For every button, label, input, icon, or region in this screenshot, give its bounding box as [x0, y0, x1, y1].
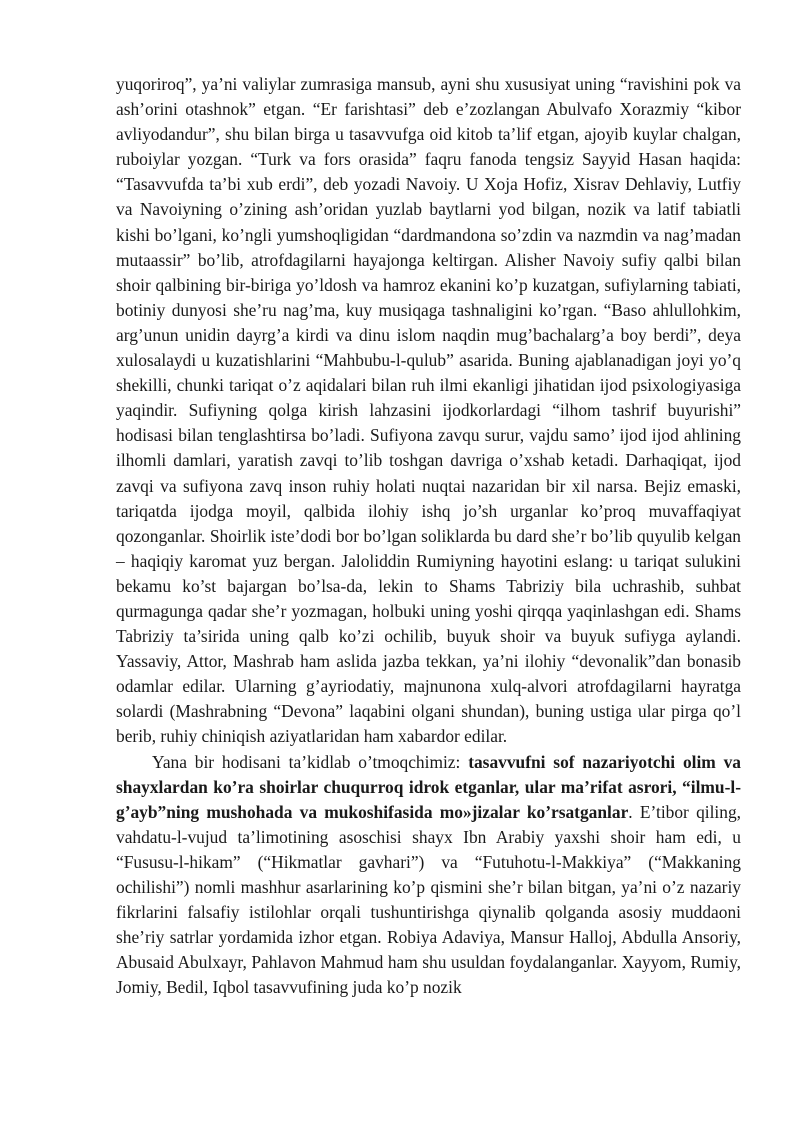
document-page [116, 72, 741, 1000]
paragraph-continuation-text: . E’tibor qiling, vahdatu-l-vujud ta’limotining asoschisi shayx Ibn Arabiy yaxshi shoir ham edi, u “Fususu-l-hikam” (“Hikmatlar gavhari”) va “Futuhotu-l-Makkiya” (“Makkaning ochilishi”) nomli mashhur asarlarining ko’p qismini she’r bilan bitgan, ya’ni o’z nazariy fikrlarini falsafiy istilohlar orqali tushuntirishga qiynalib qolganda asosiy muddaoni she’riy satrlar yordamida izhor etgan. Robiya Adaviya, Mansur Halloj, Abdulla Ansoriy, Abusaid Abulxayr, Pahlavon Mahmud ham shu usuldan foydalanganlar. Xayyom, Rumiy, Jomiy, Bedil, Iqbol tasavvufining juda ko’p nozik [116, 801, 742, 998]
body-paragraph: yuqoriroq”, ya’ni valiylar zumrasiga mansub, ayni shu xususiyat uning “ravishini pok va ash’orini otashnok” etgan. “Er farishtasi” deb e’zozlangan Abulvafo Xorazmiy “kibor avliyodandur”, shu bilan birga u tasavvufga oid kitob ta’lif etgan, ajoyib kuylar chalgan, ruboiylar yozgan. “Turk va fors orasida” faqru fanoda tengsiz Sayyid Hasan haqida: “Tasavvufda ta’bi xub erdi”, deb yozadi Navoiy. U Xoja Hofiz, Xisrav Dehlaviy, Lutfiy va Navoiyning o’zining ash’oridan yuzlab baytlarni yod bilgan, nozik va latif tabiatli kishi bo’lgani, ko’ngli yumshoqligidan “dardmandona so’zdin va nazmdin va nag’madan mutaassir” bo’lib, atrofdagilarni hayajonga keltirgan. Alisher Navoiy sufiy qalbi bilan shoir qalbining bir-biriga yo’ldosh va hamroz ekanini ko’p kuzatgan, sufiylarning tabiati, botiniy dunyosi she’ru nag’ma, kuy musiqaga tashnaligini ko’rgan. “Baso ahlullohkim, arg’unun unidin dayrg’a kirdi va dinu islom naqdin mug’bachalarg’a boy berdi”, deya xulosalaydi u kuzatishlarini “Mahbubu-l-qulub” asarida. Buning ajablanadigan joyi yo’q shekilli, chunki tariqat o’z aqidalari bilan ruh ilmi ekanligi jihatidan ijod psixologiyasiga yaqindir. Sufiyning qolga kirish lahzasini ijodkorlardagi “ilhom tashrif buyurishi” hodisasi bilan tenglashtirsa bo’ladi. Sufiyona zavqu surur, vajdu samo’ ijod ijod ahlining ilhomli damlari, yaratish zavqi to’lib toshgan davriga o’xshab ketadi. Darhaqiqat, ijod zavqi va sufiyona zavq inson ruhiy holati nuqtai nazaridan bir xil narsa. Bejiz emaski, tariqatda ijodga moyil, qalbida ilohiy ishq jo’sh urganlar ko’proq muvaffaqiyat qozonganlar. Shoirlik iste’dodi bor bo’lgan soliklarda bu dard she’r bo’lib quyulib kelgan – haqiqiy karomat yuz bergan. Jaloliddin Rumiyning hayotini eslang: u tariqat sulukini bekamu ko’st bajargan bo’lsa-da, lekin to Shams Tabriziy bila uchrashib, suhbat qurmagunga qadar she’r yozmagan, holbuki uning yoshi qirqqa yaqinlashgan edi. Shams Tabriziy ta’sirida uning qalb ko’zi ochilib, buyuk shoir va buyuk sufiyga aylandi. Yassaviy, Attor, Mashrab ham aslida jazba tekkan, ya’ni ilohiy “devonalik”dan bonasib odamlar edilar. Ularning g’ayriodatiy, majnunona xulq-alvori atrofdagilarni hayratga solardi (Mashrabning “Devona” laqabini olgani shundan), buning ustiga ular pirga qo’l berib, ruhiy chiniqish aziyatlaridan ham xabardor edilar. [116, 74, 741, 747]
bold-emphasis-text: tasavvufni sof nazariyotchi olim va shayxlardan ko’ra shoirlar chuqurroq idrok etganlar, ular ma’rifat asrori, “ilmu-l-g’ayb”ning mushohada va mukoshifasida mo»jizalar ko’rsatganlar [116, 751, 741, 822]
paragraph-intro-text: Yana bir hodisani ta’kidlab o’tmoqchimiz: [152, 751, 469, 772]
body-paragraph-emphasis [116, 750, 741, 1001]
